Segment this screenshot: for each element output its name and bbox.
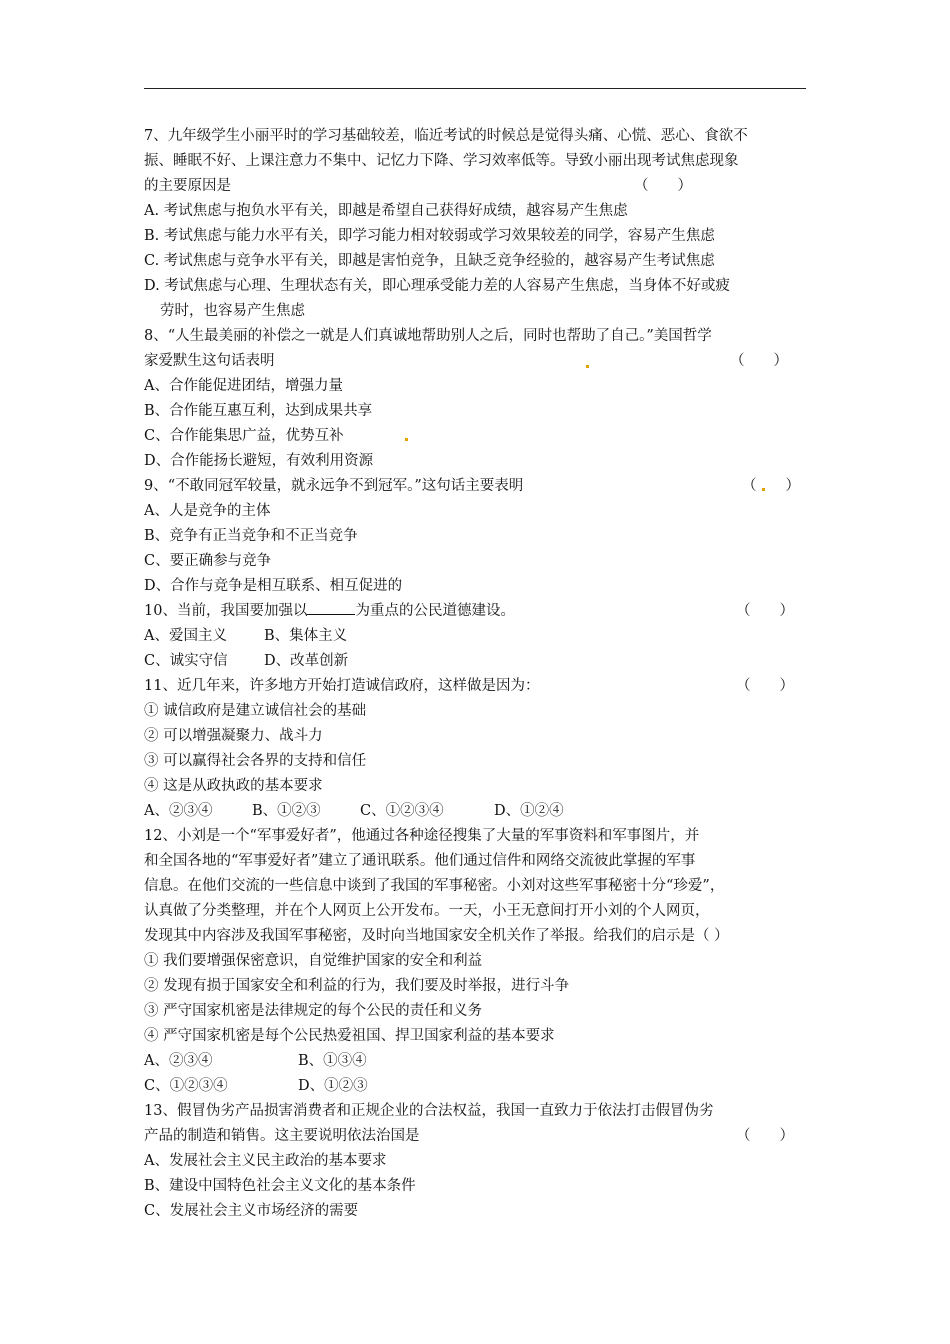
statement-3: ③ 可以赢得社会各界的支持和信任 — [144, 753, 367, 769]
option-b: B、合作能互惠互利，达到成果共享 — [144, 403, 373, 419]
question-8-stem-line — [144, 349, 814, 374]
options-row — [144, 799, 814, 824]
option-b: B、①②③ — [252, 803, 321, 819]
question-10-stem: 为重点的公民道德建设。 — [355, 603, 515, 619]
option-d-continued: 劳时，也容易产生焦虑 — [160, 303, 305, 319]
question-7-stem-line — [144, 174, 814, 199]
option-a: A. 考试焦虑与抱负水平有关，即越是希望自己获得好成绩，越容易产生焦虑 — [144, 203, 628, 219]
question-sheet — [144, 124, 814, 1224]
options-row — [144, 1049, 814, 1074]
answer-bracket: （ ） — [742, 478, 800, 494]
statement-1: ① 诚信政府是建立诚信社会的基础 — [144, 703, 367, 719]
statement-4: ④ 这是从政执政的基本要求 — [144, 778, 323, 794]
option-a: A、发展社会主义民主政治的基本要求 — [144, 1153, 387, 1169]
option-b: B、竞争有正当竞争和不正当竞争 — [144, 528, 358, 544]
question-9-stem: 9、“不敢同冠军较量，就永远争不到冠军。”这句话主要表明 — [144, 478, 524, 494]
header-rule — [144, 88, 806, 89]
option-b: B. 考试焦虑与能力水平有关，即学习能力相对较弱或学习效果较差的同学，容易产生焦虑 — [144, 228, 715, 244]
fill-in-blank — [307, 600, 355, 615]
question-11-stem-line — [144, 674, 814, 699]
option-d: D、合作能扬长避短，有效利用资源 — [144, 453, 374, 469]
question-7 — [144, 124, 814, 324]
answer-bracket: （ ） — [730, 353, 788, 369]
question-9-stem-line — [144, 474, 814, 499]
option-b: B、①③④ — [298, 1053, 367, 1069]
option-d: D、改革创新 — [264, 653, 349, 669]
option-c: C、①②③④ — [144, 1078, 228, 1094]
option-d: D. 考试焦虑与心理、生理状态有关，即心理承受能力差的人容易产生焦虑，当身体不好或疲 — [144, 278, 730, 294]
option-c: C、发展社会主义市场经济的需要 — [144, 1203, 359, 1219]
question-7-stem: 的主要原因是 — [144, 178, 231, 194]
question-12 — [144, 824, 814, 1099]
question-7-stem: 7、九年级学生小丽平时的学习基础较差，临近考试的时候总是觉得头痛、心慌、恶心、食欲不 — [144, 128, 748, 144]
option-c: C、诚实守信 — [144, 653, 228, 669]
options-row — [144, 624, 814, 649]
answer-bracket: （ ） — [736, 1128, 794, 1144]
option-c: C、①②③④ — [360, 803, 444, 819]
question-13-stem: 13、假冒伪劣产品损害消费者和正规企业的合法权益，我国一直致力于依法打击假冒伪劣 — [144, 1103, 714, 1119]
option-a: A、爱国主义 — [144, 628, 227, 644]
option-c: C、要正确参与竞争 — [144, 553, 272, 569]
option-d: D、①②④ — [494, 803, 564, 819]
answer-bracket: （ ） — [634, 178, 692, 194]
question-7-stem: 振、睡眠不好、上课注意力不集中、记忆力下降、学习效率低等。导致小丽出现考试焦虑现象 — [144, 153, 739, 169]
question-10-stem: 10、当前，我国要加强以 — [144, 603, 308, 619]
answer-bracket: （ ） — [736, 678, 794, 694]
statement-4: ④ 严守国家机密是每个公民热爱祖国、捍卫国家利益的基本要求 — [144, 1028, 555, 1044]
question-8-stem: 家爱默生这句话表明 — [144, 353, 275, 369]
statement-2: ② 可以增强凝聚力、战斗力 — [144, 728, 323, 744]
question-12-stem: 和全国各地的“军事爱好者”建立了通讯联系。他们通过信件和网络交流彼此掌握的军事 — [144, 853, 696, 869]
option-a: A、合作能促进团结，增强力量 — [144, 378, 343, 394]
question-12-stem: 12、小刘是一个“军事爱好者”，他通过各种途径搜集了大量的军事资料和军事图片，并 — [144, 828, 700, 844]
question-13-stem-line — [144, 1124, 814, 1149]
answer-bracket: （ ） — [736, 603, 794, 619]
option-a: A、②③④ — [144, 1053, 213, 1069]
option-a: A、②③④ — [144, 803, 213, 819]
question-12-stem: 认真做了分类整理，并在个人网页上公开发布。一天，小王无意间打开小刘的个人网页， — [144, 903, 710, 919]
statement-2: ② 发现有损于国家安全和利益的行为，我们要及时举报，进行斗争 — [144, 978, 570, 994]
option-b: B、集体主义 — [264, 628, 348, 644]
question-10 — [144, 599, 814, 674]
question-13 — [144, 1099, 814, 1224]
option-d: D、①②③ — [298, 1078, 368, 1094]
question-8 — [144, 324, 814, 474]
option-c: C. 考试焦虑与竞争水平有关，即越是害怕竞争，且缺乏竞争经验的，越容易产生考试焦虑 — [144, 253, 715, 269]
question-11 — [144, 674, 814, 824]
question-12-stem: 信息。在他们交流的一些信息中谈到了我国的军事秘密。小刘对这些军事秘密十分“珍爱”， — [144, 878, 725, 894]
options-row — [144, 1074, 814, 1099]
question-8-stem: 8、“人生最美丽的补偿之一就是人们真诚地帮助别人之后，同时也帮助了自己。”美国哲学 — [144, 328, 712, 344]
option-b: B、建设中国特色社会主义文化的基本条件 — [144, 1178, 416, 1194]
question-10-stem-line — [144, 599, 814, 624]
option-d: D、合作与竞争是相互联系、相互促进的 — [144, 578, 403, 594]
option-c: C、合作能集思广益，优势互补 — [144, 428, 344, 444]
statement-3: ③ 严守国家机密是法律规定的每个公民的责任和义务 — [144, 1003, 483, 1019]
question-13-stem: 产品的制造和销售。这主要说明依法治国是 — [144, 1128, 420, 1144]
question-12-stem: 发现其中内容涉及我国军事秘密，及时向当地国家安全机关作了举报。给我们的启示是（ ） — [144, 928, 729, 944]
statement-1: ① 我们要增强保密意识，自觉维护国家的安全和利益 — [144, 953, 483, 969]
question-11-stem: 11、近几年来，许多地方开始打造诚信政府，这样做是因为： — [144, 678, 540, 694]
option-a: A、人是竞争的主体 — [144, 503, 271, 519]
question-9 — [144, 474, 814, 599]
options-row — [144, 649, 814, 674]
